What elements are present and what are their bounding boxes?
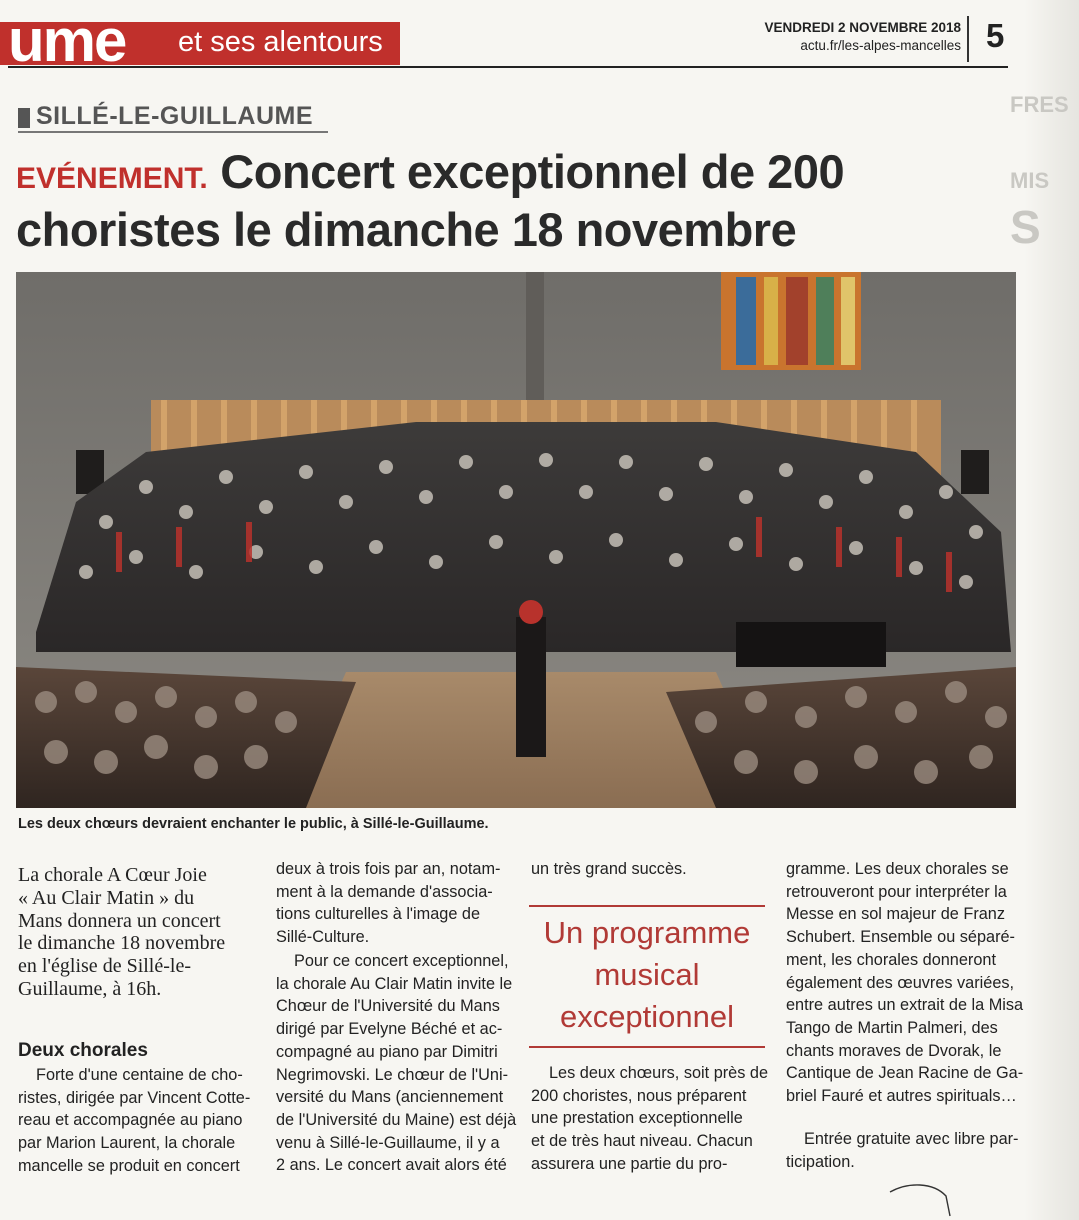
lead-line: en l'église de Sillé-le- [18,955,191,978]
body-line: Tango de Martin Palmeri, des [786,1018,998,1037]
header-rule [8,66,1008,68]
body-line: également des œuvres variées, [786,973,1015,992]
body-line: ticipation. [786,1152,855,1171]
box-heading-line: Un programme [543,915,751,950]
body-line: 200 choristes, nous préparent [531,1086,747,1105]
body-line: ristes, dirigée par Vincent Cotte- [18,1088,251,1107]
audience-left [16,667,356,808]
box-heading [529,912,765,1038]
body-line: dirigé par Evelyne Béché et ac- [276,1020,503,1039]
website: actu.fr/les-alpes-mancelles [800,38,961,53]
body-line: Cantique de Jean Racine de Ga- [786,1064,1024,1083]
body-line: Messe en sol majeur de Franz [786,905,1005,924]
headline-title: Concert exceptionnel de 200 choristes le dimanche 18 novembre [16,145,845,256]
body-line: compagné au piano par Dimitri [276,1042,498,1061]
masthead [0,22,400,65]
lead-line: La chorale A Cœur Joie [18,864,207,886]
photo-caption: Les deux chœurs devraient enchanter le public, à Sillé-le-Guillaume. [18,816,489,832]
body-line: un très grand succès. [531,860,687,878]
body-line: reau et accompagnée au piano [18,1111,243,1130]
body-line: par Marion Laurent, la chorale [18,1134,236,1153]
lead-line: « Au Clair Matin » du [18,886,195,909]
adjacent-page-fragment: FRES [1010,92,1069,117]
adjacent-page-fragment: MIS [1010,168,1050,193]
grand-piano [736,622,886,667]
pen-mark [888,1178,958,1218]
body-line: et de très haut niveau. Chacun [531,1132,753,1151]
body-column-2 [276,858,500,949]
body-column-4-continued [786,1128,1018,1173]
body-column-3-continued [531,1062,768,1176]
body-column-3 [531,858,687,881]
body-line: de l'Université du Maine) est déjà [276,1110,517,1129]
box-rule-bottom [529,1046,765,1048]
body-line: chants moraves de Dvorak, le [786,1041,1002,1060]
concert-scene [16,272,1016,808]
choir-concert-photo [16,272,1016,808]
body-line: Les deux chœurs, soit près de [549,1064,768,1082]
section-marker [18,108,30,128]
body-line: Schubert. Ensemble ou séparé- [786,928,1015,947]
body-line: tions culturelles à l'image de [276,905,481,924]
speaker [961,450,989,494]
section-rule [18,131,328,133]
lead-line: Guillaume, à 16h. [18,977,162,1000]
body-line: Pour ce concert exceptionnel, [294,952,509,970]
body-column-1 [18,1064,250,1178]
conductor [516,617,546,757]
body-line: versité du Mans (anciennement [276,1088,504,1107]
body-line: retrouveront pour interpréter la [786,882,1007,901]
body-line: assurera une partie du pro- [531,1154,728,1173]
article-lead [18,864,256,1001]
body-line: 2 ans. Le concert avait alors été [276,1156,507,1175]
page-number: 5 [986,17,1005,54]
issue-date: VENDREDI 2 NOVEMBRE 2018 [764,20,961,35]
body-line: ment, les chorales donneront [786,950,996,969]
box-heading-line: musical [594,957,700,992]
lead-line: le dimanche 18 novembre [18,932,226,955]
body-line: une prestation exceptionnelle [531,1109,743,1128]
body-line: ment à la demande d'associa- [276,882,493,901]
body-line: gramme. Les deux chorales se [786,860,1009,878]
body-line: Sillé-Culture. [276,928,370,947]
lead-line: Mans donnera un concert [18,909,221,932]
section-label: SILLÉ-LE-GUILLAUME [36,102,314,130]
body-line: la chorale Au Clair Matin invite le [276,974,513,993]
headline [16,146,1006,255]
body-column-2-continued [276,950,516,1177]
body-line: venu à Sillé-le-Guillaume, il y a [276,1133,500,1152]
box-rule-top [529,905,765,907]
body-line: Forte d'une centaine de cho- [36,1066,243,1084]
header-divider [967,16,969,62]
body-line: Entrée gratuite avec libre par- [804,1130,1019,1148]
box-heading-line: exceptionnel [559,999,735,1034]
body-line: entre autres un extrait de la Misa [786,996,1024,1015]
body-line: Chœur de l'Université du Mans [276,997,500,1016]
body-line: Negrimovski. Le chœur de l'Uni- [276,1065,509,1084]
body-column-4 [786,858,1023,1108]
masthead-logo: ume [8,22,126,65]
body-line: briel Fauré et autres spirituals… [786,1087,1017,1106]
headline-kicker: EVÉNEMENT. [16,162,208,195]
body-line: deux à trois fois par an, notam- [276,860,501,878]
body-line: mancelle se produit en concert [18,1156,240,1175]
masthead-subtitle: et ses alentours [178,26,383,58]
subheading: Deux chorales [18,1040,148,1061]
adjacent-page-fragment: S [1010,201,1041,253]
